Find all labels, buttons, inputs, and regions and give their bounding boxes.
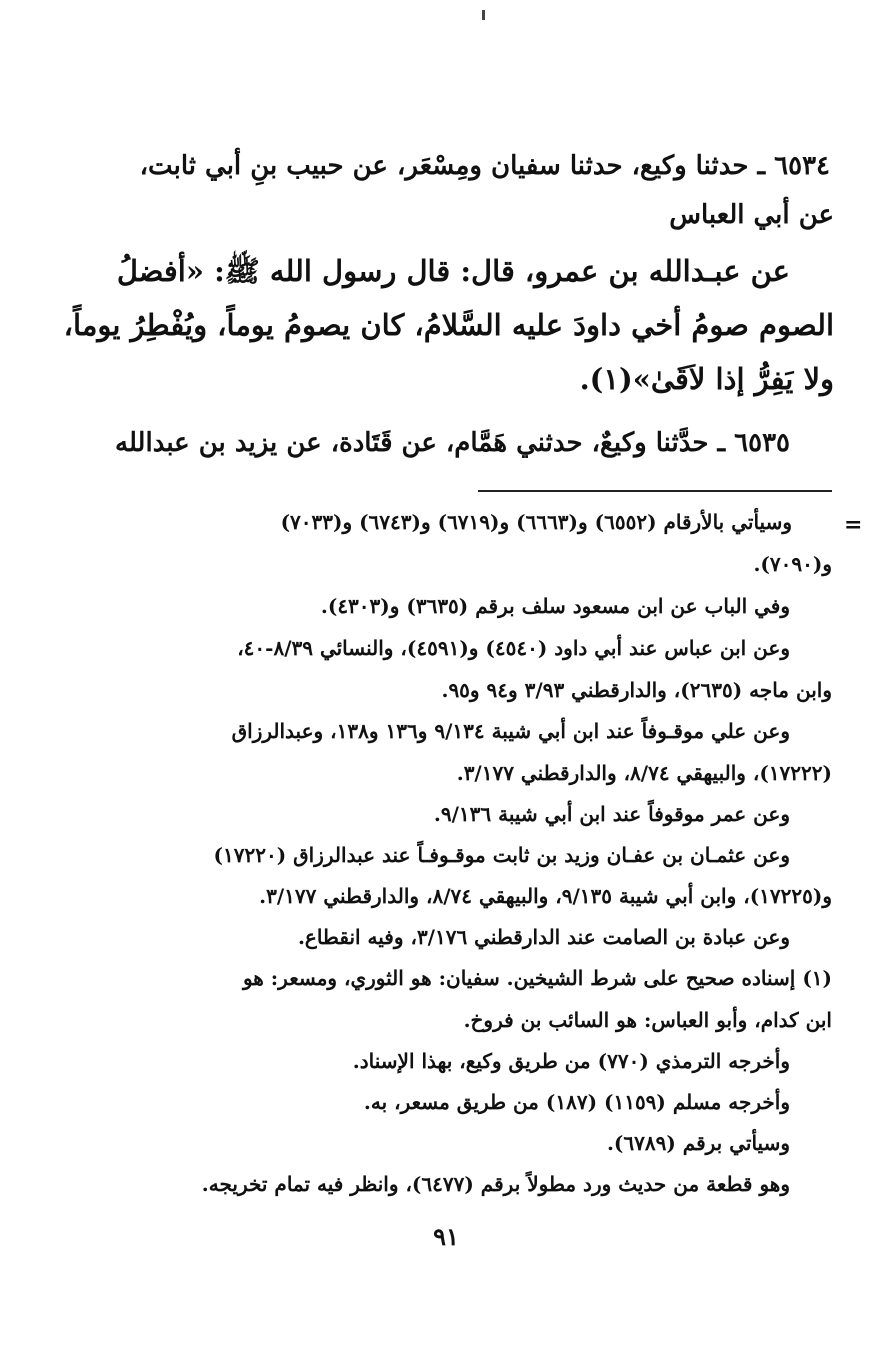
scan-mark xyxy=(482,10,485,20)
footnote-1-line: ابن كدام، وأبو العباس: هو السائب بن فروخ. xyxy=(463,1008,832,1032)
footnote-1-line: وسيأتي برقم (٦٧٨٩). xyxy=(606,1131,790,1155)
footnote-1-line: وهو قطعة من حديث ورد مطولاً برقم (٦٤٧٧)، وانظر فيه تمام تخريجه. xyxy=(201,1172,790,1196)
page-number: ٩١ xyxy=(433,1222,459,1251)
footnote-line: وابن ماجه (٢٦٣٥)، والدارقطني ٣/٩٣ و٩٤ و٩٥. xyxy=(441,678,832,702)
footnote-1-line: وأخرجه الترمذي (٧٧٠) من طريق وكيع، بهذا الإسناد. xyxy=(352,1049,790,1073)
hadith-6534-line-1: ٦٥٣٤ ـ حدثنا وكيع، حدثنا سفيان ومِسْعَر، عن حبيب بنِ أبي ثابت، xyxy=(139,151,830,181)
footnote-line: وعن عمر موقوفاً عند ابن أبي شيبة ٩/١٣٦. xyxy=(433,802,790,826)
hadith-6535-line-1: ٦٥٣٥ ـ حدَّثنا وكيعٌ، حدثني هَمَّام، عن قَتَادة، عن يزيد بن عبدالله xyxy=(115,428,790,458)
footnote-1-line: (١) إسناده صحيح على شرط الشيخين. سفيان: هو الثوري، ومسعر: هو xyxy=(242,966,832,990)
footnote-continuation-mark: = xyxy=(844,512,863,538)
footnote-line: وعن عبادة بن الصامت عند الدارقطني ٣/١٧٦، وفيه انقطاع. xyxy=(297,925,790,949)
hadith-6534-line-2: عن أبي العباس xyxy=(669,200,834,230)
footnote-line: و(١٧٢٢٥)، وابن أبي شيبة ٩/١٣٥، والبيهقي ٨/٧٤، والدارقطني ٣/١٧٧. xyxy=(259,884,832,908)
hadith-6534-line-5: ولا يَفِرُّ إذا لاَقَىٰ»(١). xyxy=(579,362,834,396)
footnote-line: و(٧٠٩٠). xyxy=(753,552,832,576)
hadith-6534-line-3: عن عبـدالله بن عمرو، قال: قال رسول الله ﷺ: «أفضلُ xyxy=(116,254,790,288)
footnote-line: (١٧٢٢٢)، والبيهقي ٨/٧٤، والدارقطني ٣/١٧٧. xyxy=(456,761,832,785)
footnote-1-line: وأخرجه مسلم (١١٥٩) (١٨٧) من طريق مسعر، به. xyxy=(363,1090,790,1114)
footnote-line: وعن عثمـان بن عفـان وزيد بن ثابت موقـوفـاً عند عبدالرزاق (١٧٢٢٠) xyxy=(213,843,790,867)
footnote-line: وفي الباب عن ابن مسعود سلف برقم (٣٦٣٥) و(٤٣٠٣). xyxy=(320,594,790,618)
footnote-line: وسيأتي بالأرقام (٦٥٥٢) و(٦٦٦٣) و(٦٧١٩) و(٦٧٤٣) و(٧٠٣٣) xyxy=(280,510,792,534)
footnote-line: وعن علي موقـوفاً عند ابن أبي شيبة ٩/١٣٤ و١٣٦ و١٣٨، وعبدالرزاق xyxy=(231,719,790,743)
footnote-line: وعن ابن عباس عند أبي داود (٤٥٤٠) و(٤٥٩١)، والنسائي ٨/٣٩-٤٠، xyxy=(237,636,790,660)
hadith-6534-line-4: الصوم صومُ أخي داودَ عليه السَّلامُ، كان يصومُ يوماً، ويُفْطِرُ يوماً، xyxy=(63,308,834,342)
footnote-separator xyxy=(478,490,832,492)
